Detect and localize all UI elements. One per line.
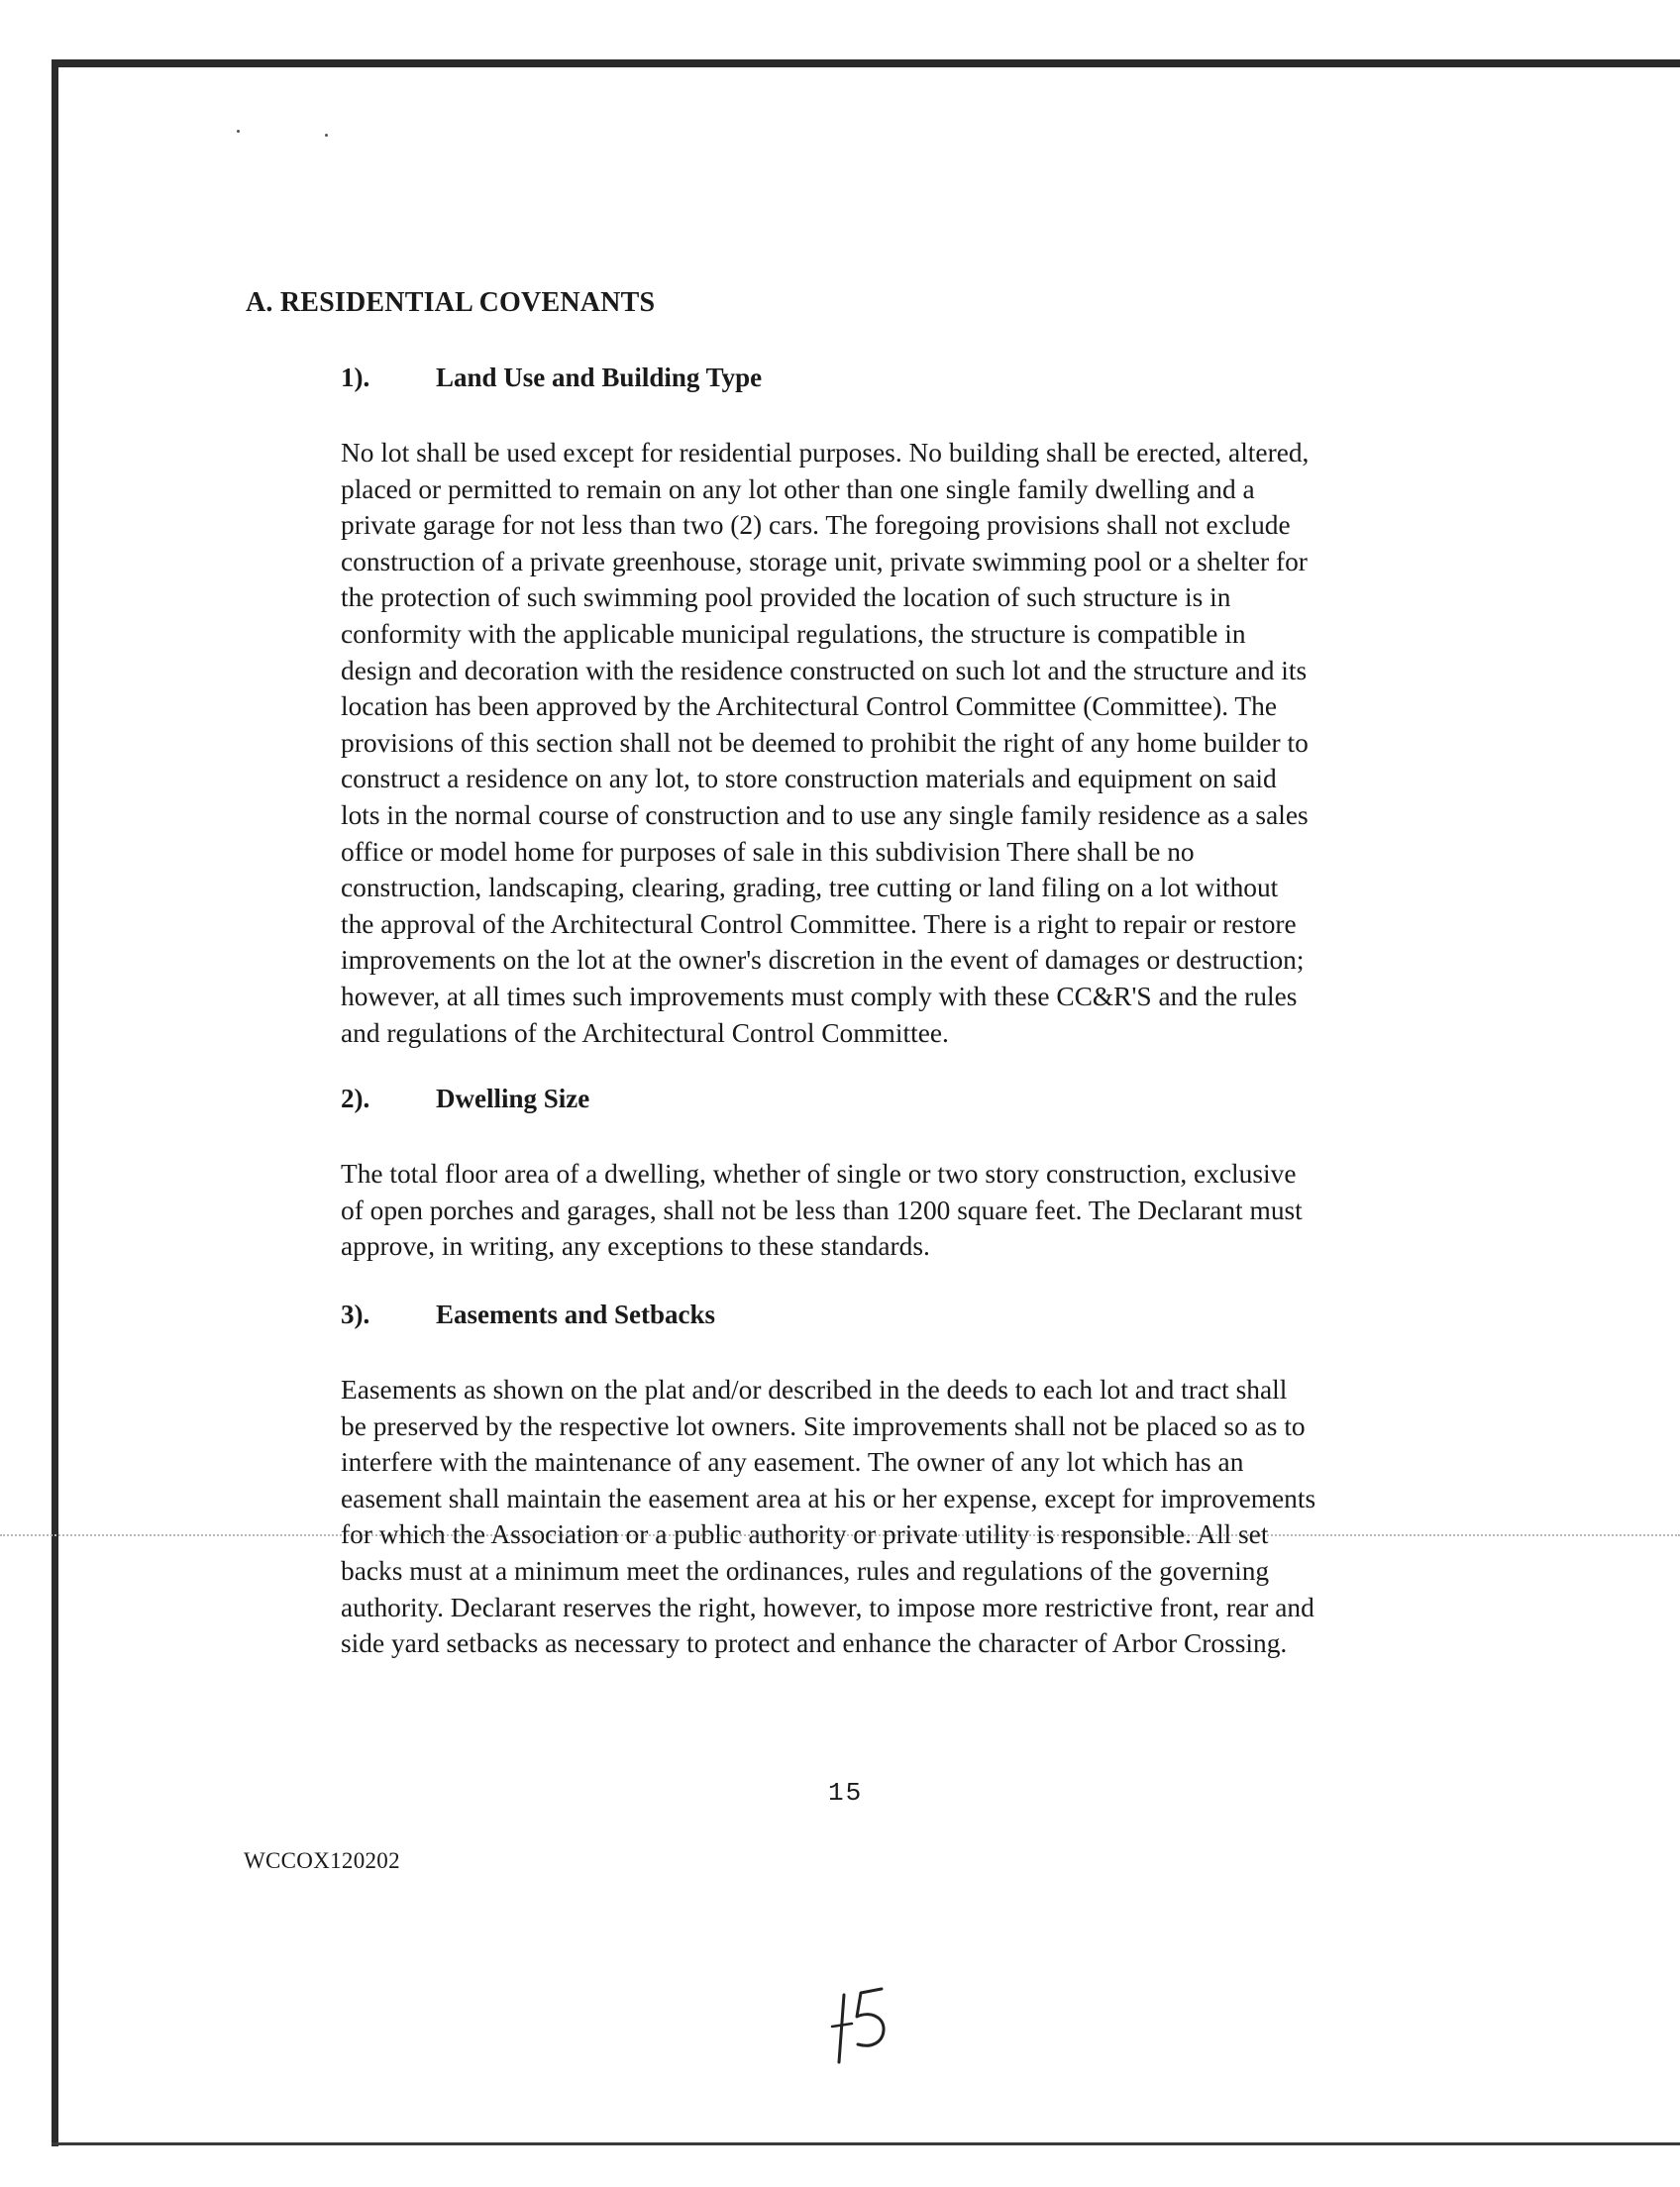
text-line: and regulations of the Architectural Control Committee. xyxy=(341,1017,949,1048)
text-line: however, at all times such improvements must comply with these CC&R'S and the rules xyxy=(341,981,1298,1011)
paragraph-dwelling-size xyxy=(341,1156,1464,1265)
text-line: of open porches and garages, shall not be less than 1200 square feet. The Declarant must xyxy=(341,1195,1303,1225)
subsection-title: Dwelling Size xyxy=(436,1084,590,1113)
subsection-title: Land Use and Building Type xyxy=(436,363,763,392)
text-line: the protection of such swimming pool provided the location of such structure is in xyxy=(341,582,1231,613)
text-line: Easements as shown on the plat and/or described in the deeds to each lot and tract shall xyxy=(341,1375,1288,1405)
section-title: A. RESIDENTIAL COVENANTS xyxy=(246,287,656,318)
subsection-heading-land-use xyxy=(341,363,762,393)
scan-speck xyxy=(237,130,240,133)
subsection-number: 1). xyxy=(341,363,370,392)
text-line: construct a residence on any lot, to store construction materials and equipment on said xyxy=(341,764,1277,794)
text-line: improvements on the lot at the owner's discretion in the event of damages or destruction; xyxy=(341,945,1305,976)
text-line: office or model home for purposes of sale in this subdivision There shall be no xyxy=(341,836,1195,867)
handwritten-page-number-mark xyxy=(830,1983,899,2066)
text-line: easement shall maintain the easement area at his or her expense, except for improvements xyxy=(341,1483,1316,1513)
page-number: 15 xyxy=(828,1778,864,1808)
text-line: conformity with the applicable municipal regulations, the structure is compatible in xyxy=(341,618,1246,649)
text-line: side yard setbacks as necessary to protect and enhance the character of Arbor Crossing. xyxy=(341,1628,1288,1659)
scan-speck xyxy=(325,134,328,137)
document-id: WCCOX120202 xyxy=(244,1848,400,1873)
text-line: construction of a private greenhouse, storage unit, private swimming pool or a shelter for xyxy=(341,546,1308,576)
text-line: placed or permitted to remain on any lot other than one single family dwelling and a xyxy=(341,473,1255,504)
text-line: backs must at a minimum meet the ordinances, rules and regulations of the governing xyxy=(341,1555,1270,1586)
text-line: construction, landscaping, clearing, grading, tree cutting or land filing on a lot without xyxy=(341,873,1279,903)
scan-border-bottom xyxy=(52,2142,1680,2145)
text-line: authority. Declarant reserves the right, however, to impose more restrictive front, rear and xyxy=(341,1592,1314,1622)
text-line: design and decoration with the residence constructed on such lot and the structure and its xyxy=(341,655,1308,685)
subsection-heading-dwelling-size xyxy=(341,1084,589,1114)
scan-border-left xyxy=(52,59,58,2146)
subsection-number: 3). xyxy=(341,1300,370,1329)
text-line: interfere with the maintenance of any easement. The owner of any lot which has an xyxy=(341,1447,1244,1478)
text-line: approve, in writing, any exceptions to these standards. xyxy=(341,1231,930,1262)
text-line: for which the Association or a public authority or private utility is responsible. All set xyxy=(341,1519,1269,1550)
paragraph-easements xyxy=(341,1372,1464,1662)
text-line: location has been approved by the Architectural Control Committee (Committee). The xyxy=(341,691,1277,722)
scan-border-top xyxy=(52,59,1680,67)
handwritten-page-number xyxy=(830,1983,899,2071)
subsection-heading-easements xyxy=(341,1300,715,1330)
subsection-number: 2). xyxy=(341,1084,370,1113)
text-line: be preserved by the respective lot owners. Site improvements shall not be placed so as to xyxy=(341,1410,1306,1441)
text-line: The total floor area of a dwelling, whether of single or two story construction, exclusive xyxy=(341,1159,1297,1189)
paragraph-land-use xyxy=(341,435,1464,1051)
text-line: lots in the normal course of construction and to use any single family residence as a sales xyxy=(341,799,1309,830)
subsection-title: Easements and Setbacks xyxy=(436,1300,716,1329)
text-line: private garage for not less than two (2) cars. The foregoing provisions shall not exclude xyxy=(341,510,1291,541)
text-line: No lot shall be used except for residential purposes. No building shall be erected, altered, xyxy=(341,438,1310,468)
text-line: provisions of this section shall not be deemed to prohibit the right of any home builder to xyxy=(341,727,1309,758)
text-line: the approval of the Architectural Control Committee. There is a right to repair or restore xyxy=(341,908,1297,939)
